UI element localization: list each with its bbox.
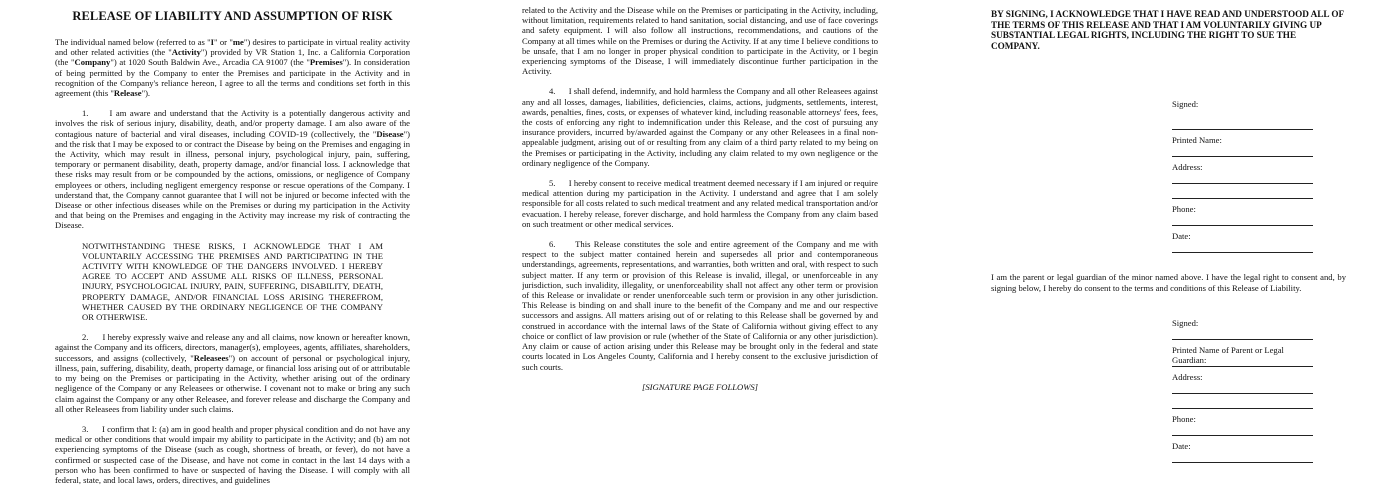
guardian-printed-name-label: Printed Name of Parent or Legal Guardian: bbox=[1172, 344, 1284, 365]
signature-page-follows: [SIGNATURE PAGE FOLLOWS] bbox=[641, 381, 759, 392]
intro-paragraph: The individual named below (referred to as "I" or "me") desires to participate in virtual reality activity and other related activities (the "Activity") provided by VR Station 1, Inc. a California Corporation (the "Company") at 1020 South Baldwin Ave., Arcadia CA 91007 (the "Premises"). In consideration of being permitted by the Company to enter the Premises and participate in the Activity and in recognition of the Company's reliance hereon, I agree to all the terms and conditions set forth in this agreement (this "Release"). bbox=[55, 37, 410, 99]
document-page-1 bbox=[55, 0, 410, 500]
clause-3-continued: related to the Activity and the Disease while on the Premises or participating in the Activity, including, without limitation, requirements related to hand sanitation, social distancing, and use of face coverings and safety equipment. I will also follow all instructions, recommendations, and cautions of the Company at all times while on the Premises or during the Activity. If at any time I believe conditions to be unsafe, that I am no longer in proper physical condition to participate in the Activity, or I begin experiencing symptoms of the Disease, I will immediately discontinue further participation in the Activity. bbox=[522, 5, 878, 77]
guardian-date-label: Date: bbox=[1172, 440, 1191, 451]
guardian-consent-statement: I am the parent or legal guardian of the minor named above. I have the legal right to consent and, by signing below, I hereby do consent to the terms and conditions of this Release of Liability. bbox=[991, 272, 1346, 293]
guardian-phone-label: Phone: bbox=[1172, 413, 1196, 424]
participant-printed-name-label: Printed Name: bbox=[1172, 135, 1222, 146]
participant-date-line[interactable] bbox=[1172, 252, 1313, 253]
guardian-signature-block bbox=[1172, 318, 1313, 463]
clause-6: 6. This Release constitutes the sole and entire agreement of the Company and me with respect to the subject matter contained herein and supersedes all prior and contemporaneous understandings, agreements, representations, and warranties, both written and oral, with respect to such subject matter. If any term or provision of this Release is invalid, illegal, or unenforceable in any jurisdiction, such invalidity, illegality, or unenforceability shall not affect any other term or provision of this Release or invalidate or render unenforceable such term or provision in any other jurisdiction. This Release is binding on and shall inure to the benefit of the Company and me and our respective successors and assigns. All matters arising out of or relating to this Release shall be governed by and construed in accordance with the internal laws of the State of California without giving effect to any choice or conflict of law provision or rule (whether of the State of California or any other jurisdiction). Any claim or cause of action arising under this Release may be brought only in the federal and state courts located in Los Angeles County, California and I hereby consent to the exclusive jurisdiction of such courts. bbox=[522, 239, 878, 372]
participant-address-label: Address: bbox=[1172, 162, 1203, 173]
guardian-signed-label: Signed: bbox=[1172, 317, 1199, 328]
clause-4: 4. I shall defend, indemnify, and hold harmless the Company and all other Releasees against any and all losses, damages, liabilities, deficiencies, claims, actions, judgments, settlements, interest, awards, penalties, fines, costs, or expenses of whatever kind, including reasonable attorneys' fees, fees, the costs of enforcing any right to indemnification under this Release, and the cost of pursuing any insurance providers, incurred by/awarded against the Company or any other Releasees in a final non-appealable judgment, arising out of or resulting from any claim of a third party related to my being on the Premises or participating in the Activity, including any claim related to my own negligence or the ordinary negligence of the Company. bbox=[522, 86, 878, 168]
document-title: RELEASE OF LIABILITY AND ASSUMPTION OF RISK bbox=[72, 9, 393, 23]
clause-2: 2. I hereby expressly waive and release any and all claims, now known or hereafter known, against the Company and its officers, directors, manager(s), employees, agents, affiliates, shareholders, successors, and assigns (collectively, "Releasees") on account of personal or psychological injury, illness, pain, suffering, disability, death, property damage, or financial loss arising out of or attributable to my being on the Premises or participating in the Activity, whether arising out of the ordinary negligence of the Company or any Releasees or otherwise. I covenant not to make or bring any such claim against the Company or any other Releasee, and forever release and discharge the Company and all other Releasees from liability under such claims. bbox=[55, 332, 410, 414]
document-page-3 bbox=[991, 0, 1346, 500]
guardian-date-line[interactable] bbox=[1172, 462, 1313, 463]
signing-acknowledgement: BY SIGNING, I ACKNOWLEDGE THAT I HAVE READ AND UNDERSTOOD ALL OF THE TERMS OF THIS RELEASE AND THAT I AM VOLUNTARILY GIVING UP SUBSTANTIAL LEGAL RIGHTS, INCLUDING THE RIGHT TO SUE THE COMPANY. bbox=[991, 9, 1344, 51]
risk-acknowledgement-notice: NOTWITHSTANDING THESE RISKS, I ACKNOWLEDGE THAT I AM VOLUNTARILY ACCESSING THE PREMISES AND PARTICIPATING IN THE ACTIVITY WITH KNOWLEDGE OF THE DANGERS INVOLVED. I HEREBY AGREE TO ACCEPT AND ASSUME ALL RISKS OF ILLNESS, PERSONAL INJURY, PSYCHOLOGICAL INJURY, PAIN, SUFFERING, DISABILITY, DEATH, PROPERTY DAMAGE, AND/OR FINANCIAL LOSS ARISING THEREFROM, WHETHER CAUSED BY THE ORDINARY NEGLIGENCE OF THE COMPANY OR OTHERWISE. bbox=[82, 240, 383, 323]
document-page-2 bbox=[522, 0, 878, 500]
participant-signed-label: Signed: bbox=[1172, 99, 1199, 110]
clause-3: 3. I confirm that I: (a) am in good health and proper physical condition and do not have any medical or other conditions that would impair my ability to participate in the Activity; and (b) am not experiencing symptoms of the Disease (such as cough, shortness of breath, or fever), do not have a confirmed or suspected case of the Disease, and have not come in contact in the last 14 days with a person who has been confirmed to have or suspected of having the Disease. I will comply with all federal, state, and local laws, orders, directives, and guidelines bbox=[55, 423, 410, 485]
guardian-address-label: Address: bbox=[1172, 371, 1203, 382]
participant-date-label: Date: bbox=[1172, 231, 1191, 242]
participant-signature-block bbox=[1172, 99, 1313, 253]
clause-5: 5. I hereby consent to receive medical treatment deemed necessary if I am injured or require medical attention during my participation in the Activity. I understand and agree that I am solely responsible for all costs related to such medical treatment and any related medical transportation and/or evacuation. I hereby release, forever discharge, and hold harmless the Company from any claim based on such treatment or other medical services. bbox=[522, 178, 878, 229]
clause-1: 1. I am aware and understand that the Activity is a potentially dangerous activity and involves the risk of serious injury, disability, death, and/or property damage. I am also aware of the contagious nature of bacterial and viral diseases, including COVID-19 (collectively, the "Disease") and the risk that I may be exposed to or contract the Disease by being on the Premises and engaging in the Activity, which may result in illness, personal injury, psychological injury, pain, suffering, temporary or permanent disability, death, property damage, and/or financial loss. I acknowledge that these risks may result from or be compounded by the actions, omissions, or negligence of Company employees or others, including negligent emergency response or rescue operations of the Company. I understand that, the Company cannot guarantee that I will not be injured or become infected with the Disease or other infectious diseases while on the Premises or during my participation in the Activity and that being on the Premises and engaging in the Activity may increase my risk of contracting the Disease. bbox=[55, 108, 410, 231]
participant-phone-label: Phone: bbox=[1172, 204, 1196, 215]
